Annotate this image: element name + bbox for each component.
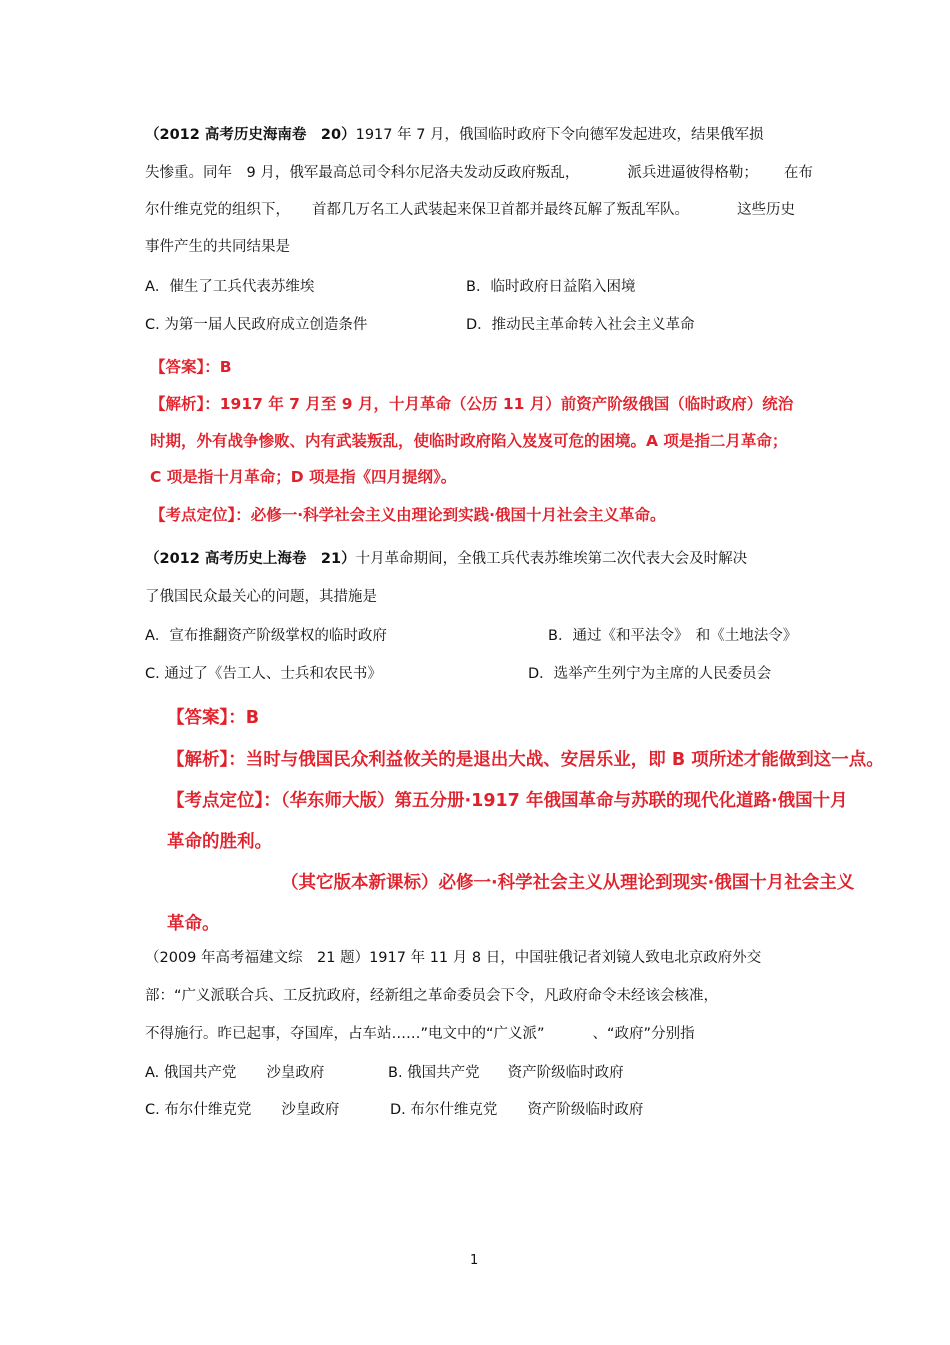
- q3-option-c-part2: 沙皇政府: [281, 1102, 340, 1118]
- q1-stem-line2b: 派兵进逼彼得格勒；: [627, 165, 758, 181]
- q2-stem-line1: [145, 550, 747, 568]
- q1-option-d: D．推动民主革命转入社会主义革命: [466, 317, 695, 333]
- q2-stem-text: 十月革命期间，全俄工兵代表苏维埃第二次代表大会及时解决: [355, 551, 748, 567]
- q1-analysis-line3: C 项是指十月革命；D 项是指《四月提纲》。: [150, 468, 457, 486]
- q1-kaodian: 【考点定位】：必修一·科学社会主义由理论到实践·俄国十月社会主义革命。: [150, 506, 666, 524]
- q3-stem-line2: 部：“广义派联合兵、工反抗政府，经新组之革命委员会下令，凡政府命令未经该会核准，: [145, 988, 719, 1004]
- q1-stem-line3c: 这些历史: [737, 202, 795, 218]
- q2-kaodian-line4: 革命。: [167, 914, 220, 934]
- q2-kaodian-line2: 革命的胜利。: [167, 832, 272, 852]
- q1-stem-line3b: 首都几万名工人武装起来保卫首都并最终瓦解了叛乱军队。: [312, 202, 689, 218]
- q2-source: （2012 高考历史上海卷 21）: [145, 551, 356, 567]
- q1-answer: 【答案】：B: [150, 358, 232, 376]
- q2-stem-line2: 了俄国民众最关心的问题，其措施是: [145, 589, 377, 605]
- q2-analysis: 【解析】：当时与俄国民众利益攸关的是退出大战、安居乐业，即 B 项所述才能做到这一点。: [167, 750, 884, 770]
- q1-analysis-line2: 时期，外有战争惨败、内有武装叛乱，使临时政府陷入岌岌可危的困境。A 项是指二月革命；: [150, 432, 788, 450]
- q3-option-d: [390, 1101, 643, 1119]
- q3-option-d-part2: 资产阶级临时政府: [527, 1102, 644, 1118]
- q3-stem-line3a: 不得施行。昨已起事，夺国库，占车站……”电文中的“广义派”: [145, 1026, 545, 1042]
- q3-option-a-part1: A. 俄国共产党: [145, 1065, 237, 1081]
- q3-option-b: [388, 1064, 624, 1082]
- q1-option-b: B．临时政府日益陷入困境: [466, 279, 636, 295]
- q1-option-c: C. 为第一届人民政府成立创造条件: [145, 317, 368, 333]
- q2-answer: 【答案】：B: [167, 708, 260, 728]
- q3-option-a-part2: 沙皇政府: [266, 1065, 325, 1081]
- page-number: 1: [470, 1253, 479, 1268]
- q3-option-b-part2: 资产阶级临时政府: [507, 1065, 624, 1081]
- q1-stem-line1: [145, 126, 764, 144]
- q3-stem-line3b: 、“政府”分别指: [592, 1026, 695, 1042]
- q3-option-a: [145, 1064, 324, 1082]
- q2-option-d: D．选举产生列宁为主席的人民委员会: [528, 666, 772, 682]
- q1-stem-line3a: 尔什维克党的组织下，: [145, 202, 290, 218]
- q3-option-b-part1: B. 俄国共产党: [388, 1065, 480, 1081]
- q1-stem-line2: [145, 164, 813, 182]
- q1-option-a: A．催生了工兵代表苏维埃: [145, 279, 315, 295]
- q2-kaodian-line1: 【考点定位】：（华东师大版）第五分册·1917 年俄国革命与苏联的现代化道路·俄国十月: [167, 791, 848, 811]
- q1-stem-line2c: 在布: [783, 165, 813, 181]
- q2-kaodian-line3: （其它版本新课标）必修一·科学社会主义从理论到现实·俄国十月社会主义: [281, 873, 855, 893]
- q2-option-c: C. 通过了《告工人、士兵和农民书》: [145, 666, 382, 682]
- q3-option-c-part1: C. 布尔什维克党: [145, 1102, 252, 1118]
- q1-stem-line4: 事件产生的共同结果是: [145, 239, 290, 255]
- q3-stem-line3: [145, 1025, 695, 1043]
- q1-analysis-line1: 【解析】：1917 年 7 月至 9 月，十月革命（公历 11 月）前资产阶级俄国（临时政府）统治: [150, 395, 794, 413]
- q1-stem-line3: [145, 201, 795, 219]
- q1-stem-text: 1917 年 7 月，俄国临时政府下令向德军发起进攻，结果俄军损: [355, 127, 764, 143]
- q3-stem-line1: （2009 年高考福建文综 21 题）1917 年 11 月 8 日，中国驻俄记者刘镜人致电北京政府外交: [145, 950, 762, 966]
- q3-option-c: [145, 1101, 339, 1119]
- q2-option-a: A．宣布推翻资产阶级掌权的临时政府: [145, 628, 387, 644]
- q3-option-d-part1: D. 布尔什维克党: [390, 1102, 498, 1118]
- q1-stem-line2a: 失惨重。同年 9 月，俄军最高总司令科尔尼洛夫发动反政府叛乱，: [145, 165, 580, 181]
- q1-source: （2012 高考历史海南卷 20）: [145, 127, 356, 143]
- q2-option-b: B．通过《和平法令》 和《土地法令》: [548, 628, 798, 644]
